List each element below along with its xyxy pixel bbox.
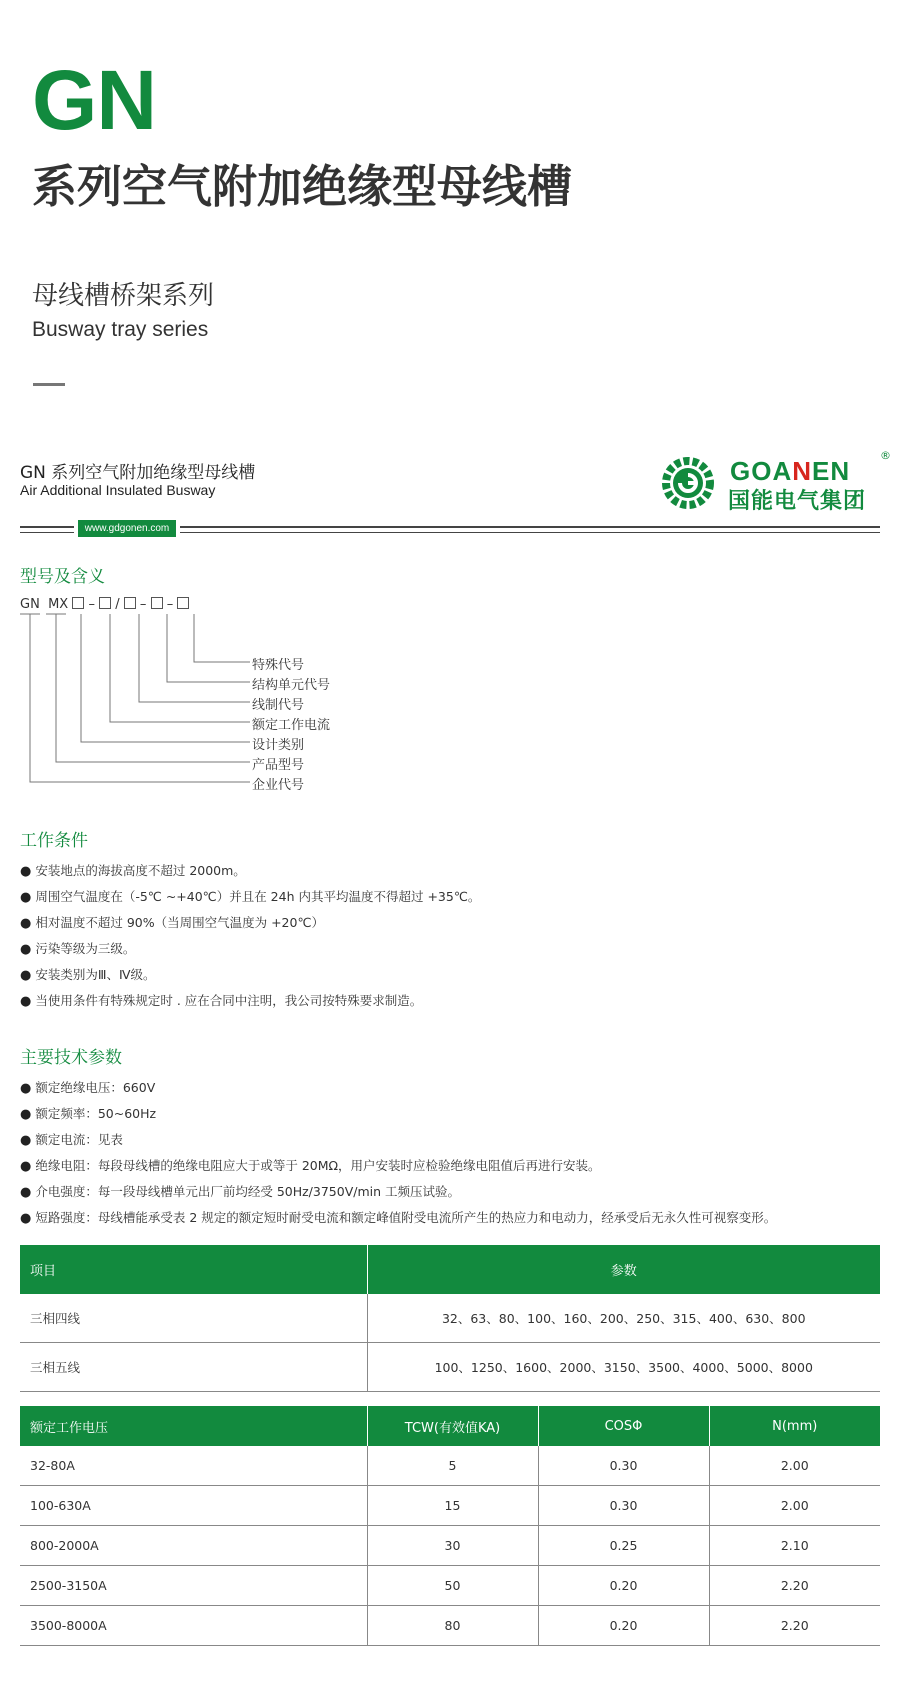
list-item: ● 安装类别为Ⅲ、Ⅳ级。	[20, 962, 480, 988]
table-cell: 80	[367, 1606, 538, 1646]
table-cell: 2.20	[709, 1566, 880, 1606]
table-cell: 三相四线	[20, 1294, 367, 1343]
list-item: ● 安装地点的海拔高度不超过 2000m。	[20, 858, 480, 884]
logo-wordmark: GOANEN	[730, 456, 851, 486]
table-cell: 3500-8000A	[20, 1606, 367, 1646]
list-item: ● 周围空气温度在（-5℃ ~+40℃）并且在 24h 内其平均温度不得超过 +35℃。	[20, 884, 480, 910]
table-cell: 三相五线	[20, 1343, 367, 1392]
model-code: GN MX – / – –	[20, 597, 189, 612]
table-cell: 5	[367, 1446, 538, 1486]
table-cell: 30	[367, 1526, 538, 1566]
table-header-cell: N(mm)	[709, 1406, 880, 1446]
list-item: ● 当使用条件有特殊规定时 . 应在合同中注明，我公司按特殊要求制造。	[20, 988, 480, 1014]
table-cell: 0.30	[538, 1486, 709, 1526]
list-item: ● 额定电流：见表	[20, 1127, 776, 1153]
table-cell: 32、63、80、100、160、200、250、315、400、630、800	[367, 1294, 880, 1343]
hero-brand: GN	[32, 53, 156, 147]
diagram-label: 线制代号	[252, 698, 305, 713]
table-cell: 2.00	[709, 1446, 880, 1486]
table-cell: 32-80A	[20, 1446, 367, 1486]
catalog-title-cn: GN 系列空气附加绝缘型母线槽	[20, 463, 256, 483]
list-item: ● 相对温度不超过 90%（当周围空气温度为 +20℃）	[20, 910, 480, 936]
table-row	[20, 1526, 880, 1566]
hero-subtitle-en: Busway tray series	[32, 318, 209, 341]
table-row	[20, 1343, 880, 1392]
list-item: ● 额定频率：50~60Hz	[20, 1101, 776, 1127]
table-header-cell: 参数	[367, 1245, 880, 1294]
registered-mark: ®	[880, 449, 891, 462]
table-row	[20, 1446, 880, 1486]
diagram-label: 额定工作电流	[252, 718, 331, 733]
conditions-list	[20, 858, 480, 1014]
hero-subtitle-cn: 母线槽桥架系列	[32, 281, 215, 311]
short-circuit-table	[20, 1406, 880, 1646]
diagram-label: 设计类别	[252, 738, 305, 753]
diagram-label: 企业代号	[252, 778, 305, 793]
wiring-table	[20, 1245, 880, 1392]
table-cell: 2.00	[709, 1486, 880, 1526]
table-cell: 800-2000A	[20, 1526, 367, 1566]
table-cell: 2.10	[709, 1526, 880, 1566]
diagram-label: 产品型号	[252, 758, 305, 773]
table-cell: 2.20	[709, 1606, 880, 1646]
table-cell: 0.20	[538, 1606, 709, 1646]
table-header-row	[20, 1406, 880, 1446]
list-item: ● 短路强度：母线槽能承受表 2 规定的额定短时耐受电流和额定峰值附受电流所产生的热应力和电动力，经承受后无永久性可视察变形。	[20, 1205, 776, 1231]
section-title-tech: 主要技术参数	[20, 1048, 122, 1068]
list-item: ● 额定绝缘电压：660V	[20, 1075, 776, 1101]
table-header-cell: 额定工作电压	[20, 1406, 367, 1446]
table-row	[20, 1486, 880, 1526]
website-link[interactable]: www.gdgonen.com	[78, 520, 176, 537]
table-cell: 50	[367, 1566, 538, 1606]
table-row	[20, 1294, 880, 1343]
table-row	[20, 1606, 880, 1646]
catalog-title-en: Air Additional Insulated Busway	[20, 482, 216, 498]
table-cell: 0.30	[538, 1446, 709, 1486]
table-header-cell: 项目	[20, 1245, 367, 1294]
logo-chinese-name: 国能电气集团	[728, 489, 867, 514]
table-header-cell: TCW(有效值KA)	[367, 1406, 538, 1446]
table-cell: 0.25	[538, 1526, 709, 1566]
table-row	[20, 1566, 880, 1606]
diagram-label: 特殊代号	[252, 658, 305, 673]
section-title-conditions: 工作条件	[20, 831, 88, 851]
list-item: ● 绝缘电阻：每段母线槽的绝缘电阻应大于或等于 20MΩ，用户安装时应检验绝缘电阻值后再进行安装。	[20, 1153, 776, 1179]
diagram-label: 结构单元代号	[252, 678, 331, 693]
table-header-row	[20, 1245, 880, 1294]
section-title-model: 型号及含义	[20, 567, 105, 587]
table-cell: 2500-3150A	[20, 1566, 367, 1606]
table-cell: 15	[367, 1486, 538, 1526]
tech-list	[20, 1075, 776, 1231]
company-logo-icon	[660, 454, 722, 512]
table-cell: 100-630A	[20, 1486, 367, 1526]
table-cell: 100、1250、1600、2000、3150、3500、4000、5000、8000	[367, 1343, 880, 1392]
list-item: ● 介电强度：每一段母线槽单元出厂前均经受 50Hz/3750V/min 工频压试验。	[20, 1179, 776, 1205]
list-item: ● 污染等级为三级。	[20, 936, 480, 962]
hero-title: 系列空气附加绝缘型母线槽	[32, 160, 573, 213]
table-header-cell: COSΦ	[538, 1406, 709, 1446]
table-cell: 0.20	[538, 1566, 709, 1606]
